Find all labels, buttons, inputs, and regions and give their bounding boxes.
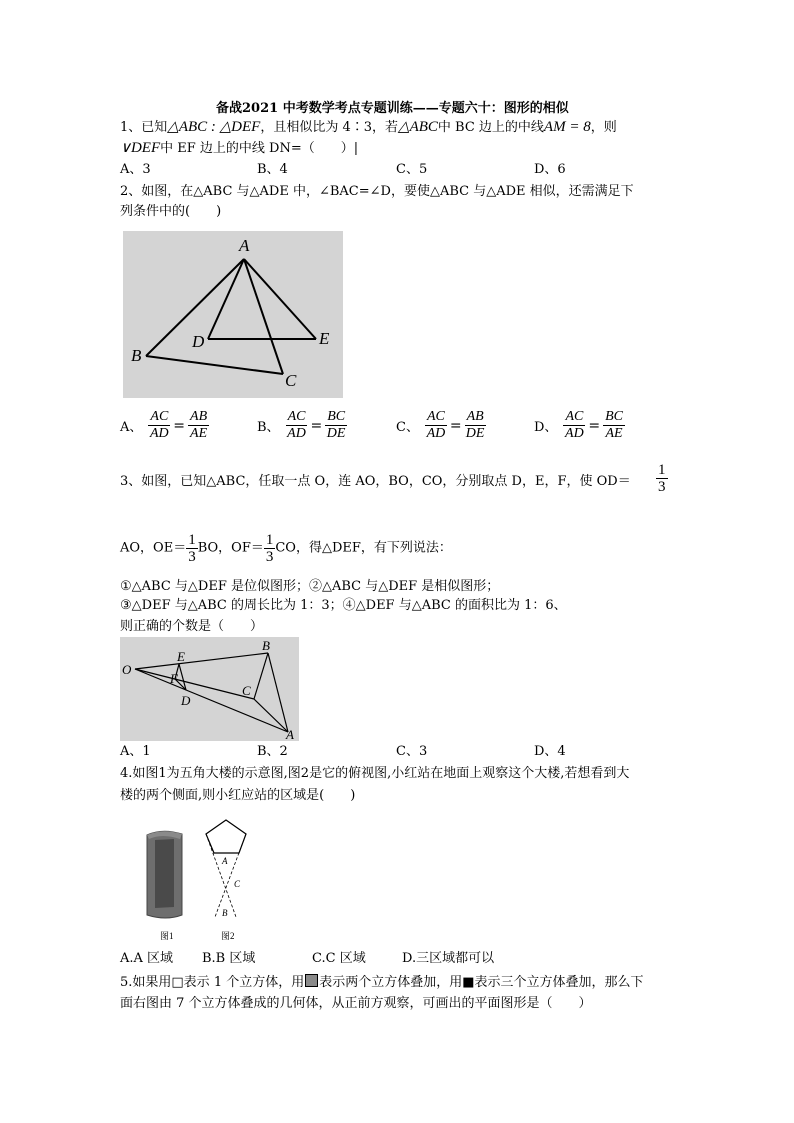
q2-figure-background <box>123 231 343 398</box>
double-cube-icon <box>305 974 318 987</box>
q4-region-c: C <box>234 879 241 889</box>
q4-pentagon-plan <box>206 820 246 917</box>
q4-option-a: A.A 区域 <box>120 951 174 966</box>
q1-expr-abc: △ABC <box>398 119 438 135</box>
q2-option-a-right-den: AE <box>190 426 208 441</box>
q4-region-a: A <box>222 856 228 866</box>
q4-line1: 4.如图1为五角大楼的示意图,图2是它的俯视图,小红站在地面上观察这个大楼,若想看到大 <box>120 766 630 781</box>
q1-option-c: C、5 <box>396 162 428 177</box>
q2-option-c-left-den: AD <box>426 426 446 441</box>
q2-line1: 2、如图，在△ABC 与△ADE 中，∠BAC=∠D，要使△ABC 与△ADE 相似，还需满足下 <box>120 184 634 199</box>
q2-option-d-left-num: AC <box>565 409 584 424</box>
q3-label-f: F <box>170 671 178 686</box>
q4-option-d: D.三区域都可以 <box>402 951 495 966</box>
q2-option-b-right-num: BC <box>327 409 346 424</box>
q1-text-c: 中 BC 边上的中线 <box>437 120 544 135</box>
q4-region-b: B <box>222 908 228 918</box>
page-title: 备战2021 中考数学考点专题训练——专题六十：图形的相似 <box>216 101 569 116</box>
q2-label-a: A <box>239 236 250 255</box>
q2-label-c: C <box>285 371 297 390</box>
q3-text-co: CO，得△DEF，有下列说法： <box>275 540 452 556</box>
q4-fig2-caption: 图2 <box>221 931 235 941</box>
q2-label-b: B <box>131 346 142 365</box>
q3-line3: ①△ABC 与△DEF 是位似图形；②△ABC 与△DEF 是相似图形； <box>120 579 500 594</box>
q2-option-b-label: B、 <box>257 420 280 435</box>
q5-text-a: 5.如果用□表示 1 个立方体，用 <box>120 975 305 990</box>
q2-option-d-label: D、 <box>534 420 558 435</box>
q3-text-bo: BO，OF＝ <box>197 540 264 556</box>
q2-option-d: D、 $\frac{AC}{AD}$ = $\frac{BC}{AE}$ <box>534 409 623 441</box>
q1-line2 <box>120 140 358 157</box>
q2-line2: 列条件中的( ) <box>120 204 222 219</box>
q2-option-c-right-num: AB <box>466 409 484 424</box>
q1-text-e: 中 EF 边上的中线 DN=（ ）| <box>160 141 359 156</box>
q2-option-b-left-den: AD <box>287 426 306 441</box>
q2-option-c-right-den: DE <box>465 426 485 441</box>
q2-option-b-right-den: DE <box>326 426 346 441</box>
q3-option-c: C、3 <box>396 744 428 759</box>
q3-frac-od-den: 3 <box>658 479 666 495</box>
q1-line1 <box>120 119 617 136</box>
q2-option-c-left-num: AC <box>426 409 445 424</box>
q4-line2: 楼的两个侧面,则小红应站的区域是( ) <box>120 788 356 803</box>
q3-frac-od <box>656 462 668 495</box>
q3-frac-oe-den: 3 <box>188 549 196 565</box>
q3-frac-od-num: 1 <box>658 462 666 478</box>
q5-text-b: 表示两个立方体叠加，用■表示三个立方体叠加，那么下 <box>319 975 644 990</box>
q2-figure <box>123 231 343 398</box>
q4-option-c: C.C 区域 <box>312 951 366 966</box>
q1-option-d: D、6 <box>534 162 566 177</box>
q3-line2 <box>120 532 452 565</box>
q2-option-a-left-den: AD <box>150 426 169 441</box>
q4-option-b: B.B 区域 <box>202 951 256 966</box>
q3-option-a: A、1 <box>120 744 151 759</box>
q3-option-b: B、2 <box>257 744 288 759</box>
q3-label-o: O <box>122 662 132 677</box>
q2-option-a: A、 $\frac{AC}{AD}$ = $\frac{AB}{AE}$ <box>120 409 208 441</box>
q2-option-c-label: C、 <box>396 420 419 435</box>
q2-option-a-left-num: AC <box>150 409 169 424</box>
q1-text-a: 1、已知 <box>120 120 168 135</box>
q3-frac-of-num: 1 <box>265 532 274 548</box>
q1-expr-def: ∨DEF <box>120 140 161 156</box>
q5-line2: 面右图由 7 个立方体叠成的几何体，从正前方观察，可画出的平面图形是（ ） <box>120 996 592 1011</box>
q1-text-b: ，且相似比为 4∶3，若 <box>260 120 399 135</box>
q1-option-a: A、3 <box>120 162 151 177</box>
q3-label-b: B <box>262 638 270 653</box>
q2-label-e: E <box>319 329 330 348</box>
q3-line5: 则正确的个数是（ ） <box>120 619 264 634</box>
q3-frac-oe-num: 1 <box>188 532 196 548</box>
q2-option-b: B、 $\frac{AC}{AD}$ = $\frac{BC}{DE}$ <box>257 409 346 441</box>
q3-label-e: E <box>177 649 185 664</box>
q2-option-c: C、 $\frac{AC}{AD}$ = $\frac{AB}{DE}$ <box>396 409 485 441</box>
q3-text-ao: AO，OE＝ <box>120 540 187 556</box>
q2-label-d: D <box>192 332 205 351</box>
q4-building-illustration <box>147 831 182 918</box>
q5-line1 <box>120 974 644 991</box>
q3-line4: ③△DEF 与△ABC 的周长比为 1：3；④△DEF 与△ABC 的面积比为 1：6、 <box>120 598 567 613</box>
q1-expr-am: AM = 8 <box>543 119 591 135</box>
q3-option-d: D、4 <box>534 744 566 759</box>
q3-label-d: D <box>181 693 191 708</box>
q3-label-c: C <box>242 683 251 698</box>
q4-fig1-caption: 图1 <box>160 931 174 941</box>
q2-option-b-left-num: AC <box>287 409 306 424</box>
q1-option-b: B、4 <box>257 162 288 177</box>
q1-text-d: ，则 <box>590 120 617 135</box>
q3-line1: 3、如图，已知△ABC，任取一点 O，连 AO，BO，CO，分别取点 D，E，F，使 OD＝ <box>120 474 631 489</box>
q2-option-a-right-num: AB <box>190 409 208 424</box>
q3-label-a: A <box>286 727 294 741</box>
q2-option-d-right-den: AE <box>605 426 623 441</box>
q2-option-d-right-num: BC <box>605 409 623 424</box>
q4-figures <box>140 815 265 945</box>
q2-option-a-label: A、 <box>120 420 143 435</box>
q3-frac-of-den: 3 <box>265 549 274 565</box>
q1-expr-similar: △ABC : △DEF <box>167 119 261 135</box>
q2-option-d-left-den: AD <box>565 426 584 441</box>
q3-figure <box>120 637 299 741</box>
